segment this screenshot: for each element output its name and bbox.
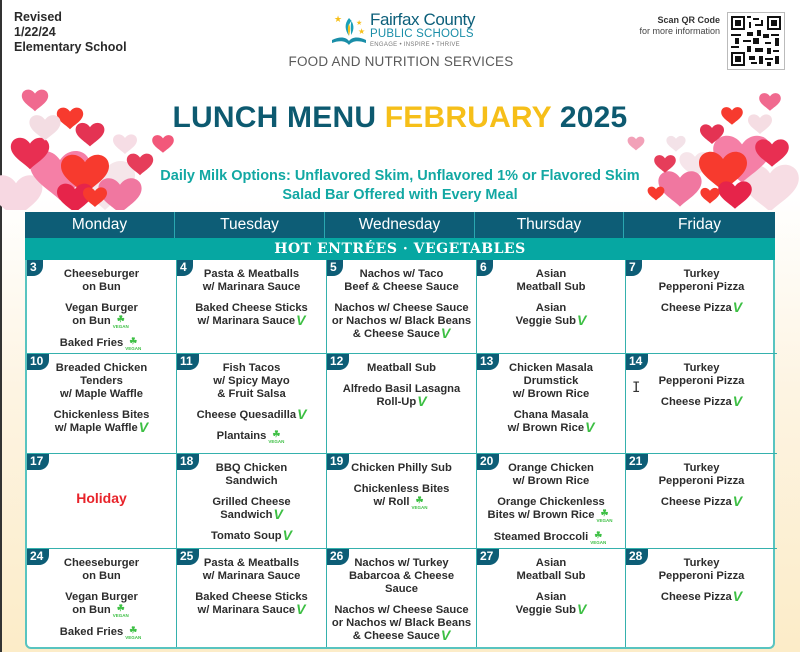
day-number: 6 [477,260,493,276]
text-cursor-icon: I [632,380,641,396]
menu-item [331,604,472,643]
menu-item [331,383,472,409]
vegan-label: VEGAN [112,324,129,329]
weekday-thursday: Thursday [475,212,624,238]
day-cell [327,354,477,454]
menu-item-line: or Nachos w/ Black Beans [331,315,472,327]
menu-item-line: Breaded Chicken [55,362,148,374]
menu-item-line: Chana Masala [513,409,589,421]
fcps-logo [330,10,530,48]
menu-item-line: Chickenless Bites [53,409,150,421]
day-cell [477,260,626,354]
menu-item-line: Asian [535,268,567,280]
menu-item [331,557,472,596]
menu-item-line: Nachos w/ Taco [359,268,444,280]
menu-item-line: Bites w/ Brown Rice [487,509,595,521]
menu-item-line: Drumstick [523,375,579,387]
menu-item-line: Turkey [683,362,720,374]
day-cell [477,354,626,454]
day-number: 27 [477,549,499,565]
salad-bar-note: Salad Bar Offered with Every Meal [282,187,518,203]
menu-item-line: w/ Brown Rice [512,388,590,400]
menu-notes [0,167,800,205]
weekday-monday: Monday [25,212,175,238]
menu-item [31,362,172,401]
vegetarian-icon: V [585,419,595,435]
title-prefix: LUNCH MENU [172,101,377,134]
menu-item-line: Baked Cheese Sticks [195,302,308,314]
vegetarian-icon: V [576,601,587,617]
menu-item-line: Pepperoni Pizza [658,475,745,487]
menu-item [181,527,322,543]
vegetarian-icon: V [297,406,307,422]
menu-item [481,557,621,583]
vegan-label: VEGAN [596,518,613,523]
vegan-icon [268,430,286,444]
category-band: HOT ENTRÉES · VEGETABLES [25,238,775,260]
day-cell [477,454,626,549]
menu-item-line: & Cheese Sauce [352,630,440,642]
menu-item [181,557,322,583]
menu-item-line: Orange Chicken [508,462,594,474]
menu-item [481,591,621,617]
menu-item-line: Turkey [683,462,720,474]
menu-item-line: w/ Brown Rice [507,422,585,434]
svg-text:★: ★ [358,27,366,36]
day-cell [626,354,777,454]
menu-item [31,409,172,435]
menu-item [181,406,322,422]
menu-item-line: Cheese Pizza [660,496,732,508]
menu-item [181,302,322,328]
vegetarian-icon: V [440,627,451,643]
menu-item-line: Baked Fries [59,626,124,638]
revised-date: 1/22/24 [14,25,56,39]
vegan-label: VEGAN [125,346,142,351]
menu-item-line: Cheese Pizza [660,591,732,603]
day-number: 5 [327,260,343,276]
day-number: 4 [177,260,193,276]
menu-item-line: Sandwich [220,509,273,521]
menu-item-line: w/ Spicy Mayo [213,375,290,387]
menu-item-line: Pepperoni Pizza [658,570,745,582]
leaf-icon: ☘ [129,336,138,346]
vegetarian-icon: V [273,506,283,522]
menu-item-line: Pasta & Meatballs [203,268,300,280]
vegan-icon [590,531,608,545]
vegan-icon [596,509,614,523]
vegetarian-icon: V [576,312,587,328]
menu-item-line: Cheese Pizza [660,396,732,408]
title-month: FEBRUARY [384,101,552,134]
vegetarian-icon: V [732,493,743,509]
menu-item [630,268,773,294]
qr-subtitle: for more information [639,26,720,36]
day-cell [27,549,177,647]
menu-item-line: Tenders [80,375,123,387]
menu-item-line: Meatball Sub [516,570,586,582]
menu-item-line: Turkey [683,268,720,280]
menu-item-line: Fish Tacos [222,362,281,374]
menu-item [331,302,472,341]
day-cell [626,454,777,549]
day-cell [27,260,177,354]
svg-text:★: ★ [334,14,343,24]
menu-item-line: on Bun [82,570,121,582]
menu-item [481,362,621,401]
leaf-icon: ☘ [272,429,281,439]
vegetarian-icon: V [417,393,427,409]
menu-item [31,337,172,351]
day-number: 13 [477,354,499,370]
menu-item [481,496,621,523]
menu-item-line: Orange Chickenless [497,496,605,508]
menu-item-line: Cheese Quesadilla [196,409,297,421]
logo-line-1: Fairfax County [370,10,475,29]
menu-item [31,302,172,329]
vegan-label: VEGAN [590,540,607,545]
vegetarian-icon: V [440,325,451,341]
day-number: 19 [327,454,349,470]
menu-item [630,462,773,488]
menu-item-line: Babarcoa & Cheese Sauce [348,570,455,595]
vegetarian-icon: V [732,393,743,409]
menu-item [630,299,773,315]
day-number: 17 [27,454,49,470]
menu-item-line: Meatball Sub [367,362,436,374]
menu-item-line: Meatball Sub [516,281,586,293]
menu-item [31,626,172,640]
menu-item [181,268,322,294]
day-number: 25 [177,549,199,565]
menu-item-line: Grilled Cheese [212,496,291,508]
vegan-icon [125,626,143,640]
menu-item-line: Nachos w/ Cheese Sauce [334,302,469,314]
menu-item-line: Vegan Burger [65,302,138,314]
menu-item-line: Asian [535,557,567,569]
day-number: 21 [626,454,648,470]
leaf-icon: ☘ [116,603,125,613]
day-cell [327,454,477,549]
day-cell [177,549,327,647]
milk-options-note: Daily Milk Options: Unflavored Skim, Unflavored 1% or Flavored Skim [160,168,640,184]
day-number: 3 [27,260,43,276]
menu-item-line: Sandwich [225,475,278,487]
qr-title: Scan QR Code [657,15,720,25]
day-cell [327,549,477,647]
menu-item-line: w/ Roll [373,496,410,508]
menu-item [181,430,322,444]
day-number: 20 [477,454,499,470]
menu-item-line: Beef & Cheese Sauce [344,281,459,293]
vegan-label: VEGAN [268,439,285,444]
logo-tagline: ENGAGE • INSPIRE • THRIVE [370,42,460,48]
day-number: 11 [177,354,199,370]
menu-item-line: Cheeseburger [63,268,140,280]
vegan-icon [113,604,131,618]
vegan-label: VEGAN [112,613,129,618]
menu-item-line: Baked Cheese Sticks [195,591,308,603]
menu-item-line: & Cheese Sauce [352,328,440,340]
menu-item-line: Vegan Burger [65,591,138,603]
weekday-friday: Friday [677,216,722,233]
vegetarian-icon: V [732,299,743,315]
holiday-label: Holiday [76,490,127,506]
menu-item [331,362,472,375]
menu-item-line: Nachos w/ Cheese Sauce [334,604,469,616]
menu-item-line: Chickenless Bites [353,483,450,495]
leaf-icon: ☘ [415,495,424,505]
calendar-grid [25,260,775,649]
vegan-icon [412,496,430,510]
menu-item-line: Pasta & Meatballs [203,557,300,569]
leaf-icon: ☘ [129,625,138,635]
day-number: 7 [626,260,642,276]
menu-item [181,496,322,522]
menu-item [181,591,322,617]
menu-item-line: w/ Marinara Sauce [197,604,296,616]
day-cell [27,454,177,549]
leaf-icon: ☘ [116,314,125,324]
vegetarian-icon: V [138,419,149,435]
menu-item-line: w/ Marinara Sauce [202,570,301,582]
vegetarian-icon: V [732,588,743,604]
menu-item-line: Veggie Sub [515,315,576,327]
logo-line-2: PUBLIC SCHOOLS [370,28,474,40]
school-level: Elementary School [14,40,127,54]
menu-item [31,268,172,294]
menu-item-line: Alfredo Basil Lasagna [342,383,461,395]
menu-item-line: Steamed Broccoli [493,531,589,543]
menu-item-line: Roll-Up [376,396,417,408]
menu-item [31,591,172,618]
menu-item-line: Cheeseburger [63,557,140,569]
menu-item [481,302,621,328]
menu-item-line: Pepperoni Pizza [658,375,745,387]
menu-item-line: or Nachos w/ Black Beans [331,617,472,629]
day-number: 12 [327,354,349,370]
vegan-label: VEGAN [125,635,142,640]
menu-item-line: Chicken Masala [509,362,593,374]
day-number: 10 [27,354,49,370]
menu-item [630,493,773,509]
menu-item-line: Asian [535,591,567,603]
vegan-icon [113,315,131,329]
weekday-tuesday: Tuesday [175,212,325,238]
menu-item [630,393,773,409]
menu-item-line: Baked Fries [59,337,124,349]
day-cell [27,354,177,454]
menu-item [481,462,621,488]
lunch-calendar [25,212,775,649]
menu-item-line: w/ Maple Waffle [60,388,143,400]
weekday-header [25,212,775,238]
qr-caption [639,15,720,37]
day-cell [177,260,327,354]
menu-item [181,362,322,401]
leaf-icon: ☘ [600,508,609,518]
menu-item-line: Pepperoni Pizza [658,281,745,293]
vegan-icon [125,337,143,351]
menu-item-line: Turkey [683,557,720,569]
menu-item-line: w/ Marinara Sauce [202,281,301,293]
menu-item-line: Asian [535,302,567,314]
menu-item-line: Veggie Sub [515,604,576,616]
day-cell [477,549,626,647]
day-number: 18 [177,454,199,470]
revised-label: Revised [14,10,62,24]
day-number: 24 [27,549,49,565]
vegetarian-icon: V [296,601,306,617]
day-cell [626,549,777,647]
menu-item [331,462,472,475]
menu-item [630,362,773,388]
menu-item [331,268,472,294]
menu-item-line: Cheese Pizza [660,302,732,314]
menu-item-line: on Bun [82,281,121,293]
day-number: 28 [626,549,648,565]
menu-item [181,462,322,488]
menu-item-line: on Bun [72,604,111,616]
leaf-icon: ☘ [594,530,603,540]
menu-item [481,268,621,294]
menu-item-line: Tomato Soup [211,530,282,542]
vegetarian-icon: V [282,527,292,543]
menu-item-line: w/ Maple Waffle [54,422,138,434]
menu-item-line: Nachos w/ Turkey [354,557,449,569]
menu-item [481,531,621,545]
title-year: 2025 [559,101,628,134]
day-number: 14 [626,354,648,370]
weekday-wednesday: Wednesday [325,212,475,238]
vegan-label: VEGAN [411,505,428,510]
menu-item-line: w/ Marinara Sauce [197,315,296,327]
day-cell [327,260,477,354]
day-cell [177,354,327,454]
menu-item-line: w/ Brown Rice [512,475,590,487]
menu-item-line: & Fruit Salsa [217,388,286,400]
menu-item-line: BBQ Chicken [215,462,288,474]
revision-info [14,10,127,55]
qr-code-icon[interactable] [727,12,785,70]
menu-item-line: on Bun [72,315,111,327]
menu-item [481,409,621,435]
svg-text:★: ★ [356,20,363,27]
menu-item [630,588,773,604]
book-flame-logo-icon [330,10,368,48]
day-cell [177,454,327,549]
menu-item [31,557,172,583]
menu-item-line: Plantains [216,430,267,442]
menu-item [630,557,773,583]
day-number: 26 [327,549,349,565]
page-title [0,101,800,135]
menu-item [331,483,472,510]
day-cell [626,260,777,354]
vegetarian-icon: V [296,312,306,328]
menu-item-line: Chicken Philly Sub [351,462,452,474]
department-name: FOOD AND NUTRITION SERVICES [288,54,514,69]
